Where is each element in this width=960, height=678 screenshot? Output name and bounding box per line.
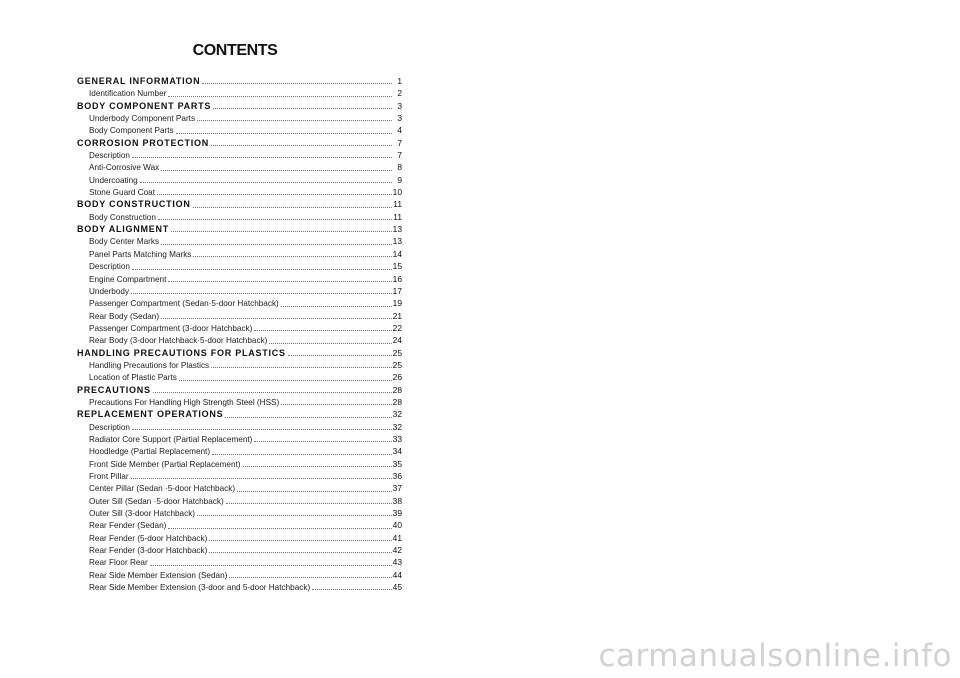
toc-entry	[77, 248, 402, 260]
dot-leader	[158, 218, 392, 220]
toc-page-number: 16	[392, 273, 402, 284]
toc-page-number: 32	[392, 421, 402, 432]
dot-leader	[153, 391, 392, 393]
toc-entry-label: BODY ALIGNMENT	[77, 224, 170, 235]
dot-leader	[179, 379, 392, 381]
toc-entry-label: Engine Compartment	[89, 274, 167, 284]
dot-leader	[150, 564, 392, 566]
toc-entry-label: Body Construction	[89, 212, 156, 222]
toc-page-number: 11	[393, 211, 402, 222]
toc-entry	[77, 260, 402, 272]
toc-entry	[77, 445, 402, 457]
toc-entry	[77, 495, 402, 507]
toc-entry-label: HANDLING PRECAUTIONS FOR PLASTICS	[77, 347, 286, 358]
dot-leader	[225, 416, 391, 418]
toc-entry-label: Location of Plastic Parts	[89, 373, 177, 383]
dot-leader	[281, 403, 391, 405]
toc-section-heading	[77, 408, 402, 420]
dot-leader	[176, 132, 392, 134]
toc-entry-label: Rear Side Member Extension (Sedan)	[89, 570, 228, 580]
toc-page-number: 10	[392, 187, 402, 198]
toc-entry-label: Rear Fender (3-door Hatchback)	[89, 546, 208, 556]
toc-entry	[77, 569, 402, 581]
toc-page-number: 43	[392, 557, 402, 568]
toc-page-number: 7	[397, 137, 402, 148]
dot-leader	[132, 268, 392, 270]
toc-entry-label: Outer Sill (3-door Hatchback)	[89, 509, 196, 519]
toc-entry-label: Passenger Compartment (Sedan·5-door Hatchback)	[89, 299, 279, 309]
toc-page-number: 41	[392, 532, 402, 543]
toc-entry	[77, 161, 402, 173]
dot-leader	[197, 514, 392, 516]
toc-entry	[77, 124, 402, 136]
dot-leader	[212, 453, 392, 455]
toc-entry	[77, 421, 402, 433]
toc-page-number: 2	[397, 88, 402, 99]
toc-entry-label: Rear Side Member Extension (3-door and 5-door Hatchback)	[89, 583, 311, 593]
toc-page-number: 9	[397, 174, 402, 185]
toc-entry	[77, 310, 402, 322]
dot-leader	[157, 193, 392, 195]
toc-entry-label: Stone Guard Coat	[89, 188, 155, 198]
toc-entry	[77, 371, 402, 383]
toc-page-number: 35	[392, 458, 402, 469]
toc-entry-label: Front Pillar	[89, 472, 129, 481]
dot-leader	[132, 428, 392, 430]
toc-entry	[77, 285, 402, 297]
toc-entry-label: PRECAUTIONS	[77, 384, 151, 395]
toc-entry-label: Anti-Corrosive Wax	[89, 163, 160, 173]
toc-entry	[77, 532, 402, 544]
toc-entry-label: Body Component Parts	[89, 126, 174, 136]
toc-entry-label: Panel Parts Matching Marks	[89, 249, 192, 259]
toc-page-number: 25	[392, 359, 402, 370]
watermark: carmanualsonline.info	[598, 638, 952, 674]
toc-entry-label: Center Pillar (Sedan ·5-door Hatchback)	[89, 484, 236, 494]
toc-entry-label: BODY CONSTRUCTION	[77, 199, 191, 210]
toc-entry	[77, 334, 402, 346]
toc-entry-label: Rear Body (Sedan)	[89, 311, 160, 321]
toc-entry	[77, 87, 402, 99]
toc-entry-label: BODY COMPONENT PARTS	[77, 100, 212, 111]
toc-section-heading	[77, 384, 402, 396]
dot-leader	[269, 342, 391, 344]
dot-leader	[281, 305, 392, 307]
toc-entry	[77, 211, 402, 223]
toc-entry-label: Rear Fender (Sedan)	[89, 521, 167, 531]
toc-section-heading	[77, 198, 402, 210]
toc-entry-label: Description	[89, 422, 130, 432]
toc-entry-label: Description	[89, 151, 130, 161]
toc-page-number: 17	[392, 285, 402, 296]
page-title: CONTENTS	[192, 42, 278, 59]
toc-page-number: 3	[397, 113, 402, 124]
toc-entry-label: Rear Body (3-door Hatchback·5-door Hatchback)	[89, 336, 268, 346]
toc-page-number: 4	[397, 125, 402, 136]
toc-entry-label: Description	[89, 262, 130, 272]
toc-entry	[77, 186, 402, 198]
toc-page-number: 32	[392, 409, 402, 420]
dot-leader	[213, 107, 392, 109]
toc-entry	[77, 556, 402, 568]
toc-entry-label: Passenger Compartment (3-door Hatchback)	[89, 323, 253, 333]
toc-entry	[77, 174, 402, 186]
toc-page-number: 40	[392, 520, 402, 531]
dot-leader	[209, 551, 391, 553]
toc-page-number: 21	[392, 310, 402, 321]
toc-entry-label: Outer Sill (Sedan ·5-door Hatchback)	[89, 496, 224, 506]
toc-section-heading	[77, 100, 402, 112]
dot-leader	[193, 255, 391, 257]
toc-entry	[77, 149, 402, 161]
toc-page-number: 8	[397, 162, 402, 173]
toc-entry	[77, 433, 402, 445]
toc-entry-label: Handling Precautions for Plastics	[89, 360, 210, 370]
dot-leader	[131, 292, 392, 294]
toc-section-heading	[77, 223, 402, 235]
dot-leader	[193, 206, 392, 208]
toc-entry-label: CORROSION PROTECTION	[77, 137, 210, 148]
toc-page-number: 42	[392, 545, 402, 556]
toc-entry	[77, 322, 402, 334]
dot-leader	[161, 169, 392, 171]
dot-leader	[254, 329, 391, 331]
dot-leader	[226, 502, 392, 504]
toc-entry-label: Rear Fender (5-door Hatchback)	[89, 533, 208, 543]
dot-leader	[161, 243, 392, 245]
toc-entry-label: Hoodledge (Partial Replacement)	[89, 447, 211, 457]
toc-page-number: 13	[392, 236, 402, 247]
dot-leader	[211, 366, 392, 368]
toc-page-number: 45	[392, 582, 402, 593]
toc-entry-label: Radiator Core Support (Partial Replacement)	[89, 434, 253, 444]
toc-entry	[77, 482, 402, 494]
toc-page-number: 11	[393, 199, 402, 210]
dot-leader	[161, 317, 392, 319]
toc-page-number: 7	[397, 150, 402, 161]
dot-leader	[197, 119, 392, 121]
toc-page-number: 44	[392, 569, 402, 580]
toc-page-number: 39	[392, 508, 402, 519]
toc-entry-label: REPLACEMENT OPERATIONS	[77, 409, 224, 420]
toc-entry-label: Underbody	[89, 286, 130, 296]
toc-entry	[77, 458, 402, 470]
toc-page-number: 34	[392, 446, 402, 457]
dot-leader	[243, 465, 392, 467]
dot-leader	[171, 230, 392, 232]
toc-page-number: 37	[392, 483, 402, 494]
dot-leader	[168, 95, 392, 97]
dot-leader	[140, 181, 392, 183]
toc-entry-label: Identification Number	[89, 89, 167, 99]
toc-entry	[77, 507, 402, 519]
toc-entry	[77, 112, 402, 124]
dot-leader	[211, 144, 392, 146]
toc-section-heading	[77, 75, 402, 87]
toc-entry	[77, 359, 402, 371]
toc-entry	[77, 235, 402, 247]
toc-page-number: 15	[392, 261, 402, 272]
dot-leader	[209, 539, 391, 541]
toc-page-number: 38	[392, 495, 402, 506]
dot-leader	[168, 280, 391, 282]
toc-page-number: 19	[392, 298, 402, 309]
toc-page-number: 14	[392, 248, 402, 259]
toc-page-number: 25	[392, 347, 402, 358]
toc-entry-label: Undercoating	[89, 175, 138, 185]
dot-leader	[202, 82, 392, 84]
toc-entry-label: Underbody Component Parts	[89, 114, 196, 124]
dot-leader	[312, 588, 392, 590]
toc-page-number: 24	[392, 335, 402, 346]
toc-page-number: 28	[392, 396, 402, 407]
toc-entry	[77, 273, 402, 285]
toc-page-number: 26	[392, 372, 402, 383]
dot-leader	[237, 490, 392, 492]
toc-entry	[77, 396, 402, 408]
toc-entry	[77, 470, 402, 482]
dot-leader	[229, 576, 391, 578]
toc-entry-label: Front Side Member (Partial Replacement)	[89, 459, 241, 469]
toc-entry	[77, 581, 402, 593]
toc-entry	[77, 519, 402, 531]
toc-page-number: 13	[392, 224, 402, 235]
toc-entry-label: GENERAL INFORMATION	[77, 76, 201, 86]
dot-leader	[131, 477, 392, 479]
toc-page-number: 22	[392, 322, 402, 333]
toc-entry-label: Body Center Marks	[89, 237, 160, 247]
toc-page-number: 33	[392, 433, 402, 444]
dot-leader	[168, 527, 391, 529]
toc-entry-label: Precautions For Handling High Strength Steel (HSS)	[89, 397, 280, 407]
dot-leader	[288, 354, 392, 356]
toc-page-number: 1	[397, 76, 402, 86]
dot-leader	[254, 440, 391, 442]
toc-entry-label: Rear Floor Rear	[89, 558, 148, 568]
toc-section-heading	[77, 137, 402, 149]
toc-entry	[77, 544, 402, 556]
dot-leader	[132, 156, 392, 158]
toc-entry	[77, 297, 402, 309]
table-of-contents	[77, 75, 402, 593]
toc-page-number: 28	[392, 384, 402, 395]
toc-page-number: 36	[392, 471, 402, 481]
toc-section-heading	[77, 347, 402, 359]
toc-page-number: 3	[397, 100, 402, 111]
